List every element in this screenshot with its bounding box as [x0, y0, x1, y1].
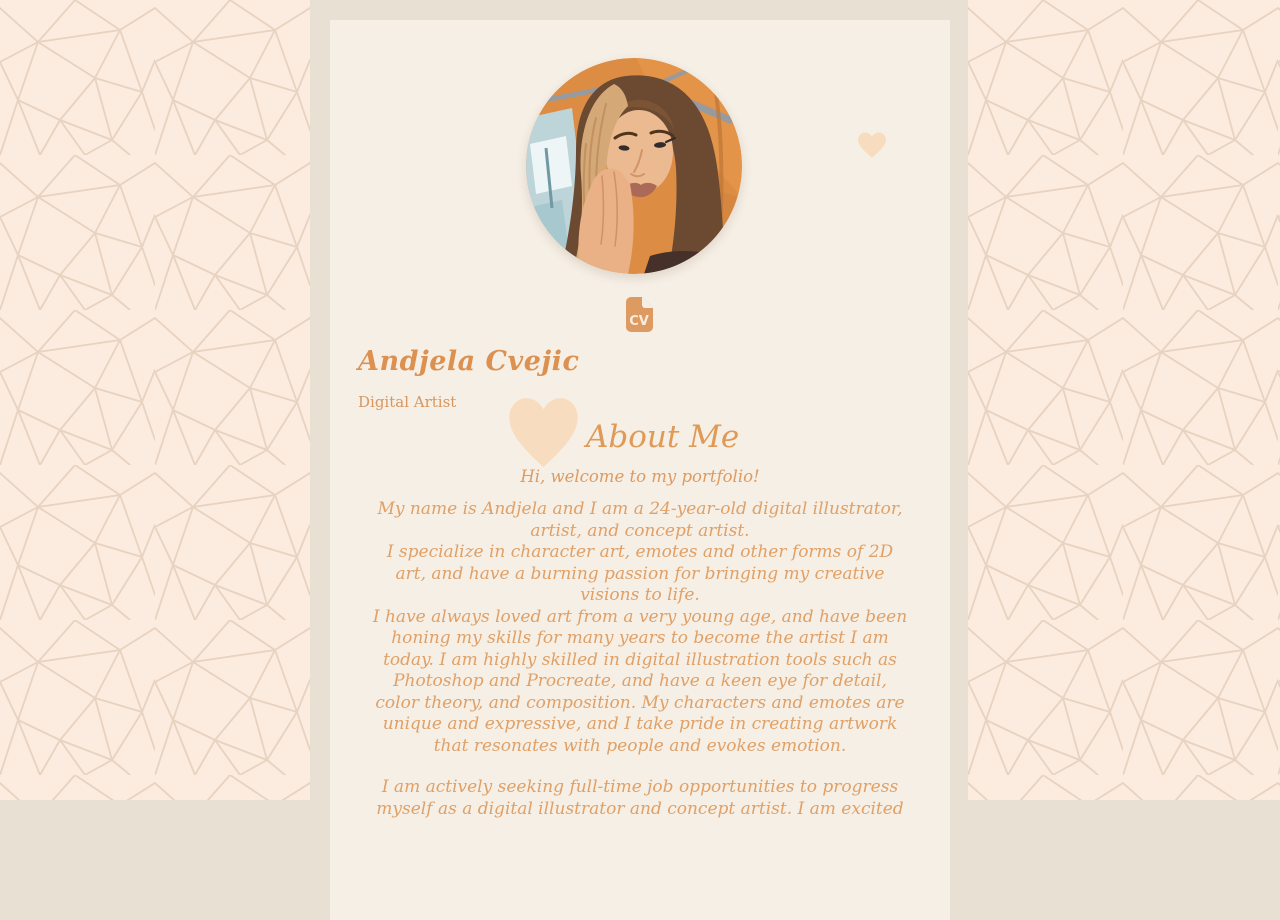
- about-text: [370, 499, 910, 820]
- cv-document-icon: [625, 296, 655, 333]
- heart-icon: [507, 394, 580, 471]
- profile-photo: [526, 58, 742, 274]
- about-paragraph: I specialize in character art, emotes and other forms of 2D art, and have a burning passion for bringing my creative visions to life.: [386, 542, 894, 605]
- about-greeting: Hi, welcome to my portfolio!: [520, 467, 760, 486]
- cv-badge-label: CV: [629, 314, 649, 329]
- background-pattern-right: [968, 0, 1280, 800]
- profile-name: Andjela Cvejic: [358, 346, 580, 377]
- cv-download-button[interactable]: [625, 296, 655, 333]
- about-paragraph: I have always loved art from a very young age, and have been honing my skills for many years to become the artist I am today. I am highly skilled in digital illustration tools such as Photoshop and Procreate, and have a keen eye for detail, color theory, and composition. My characters and emotes are unique and expressive, and I take pride in creating artwork that resonates with people and evokes emotion.: [372, 606, 908, 756]
- about-paragraph: My name is Andjela and I am a 24-year-old digital illustrator, artist, and concept artist.: [377, 499, 903, 541]
- background-pattern-left: [0, 0, 310, 800]
- about-heading: About Me: [586, 419, 740, 455]
- profile-card: [330, 20, 950, 920]
- about-paragraph: I am actively seeking full-time job opportunities to progress myself as a digital illustrator and concept artist. I am excited: [376, 777, 904, 819]
- heart-icon: [857, 131, 887, 159]
- profile-role: Digital Artist: [358, 393, 457, 411]
